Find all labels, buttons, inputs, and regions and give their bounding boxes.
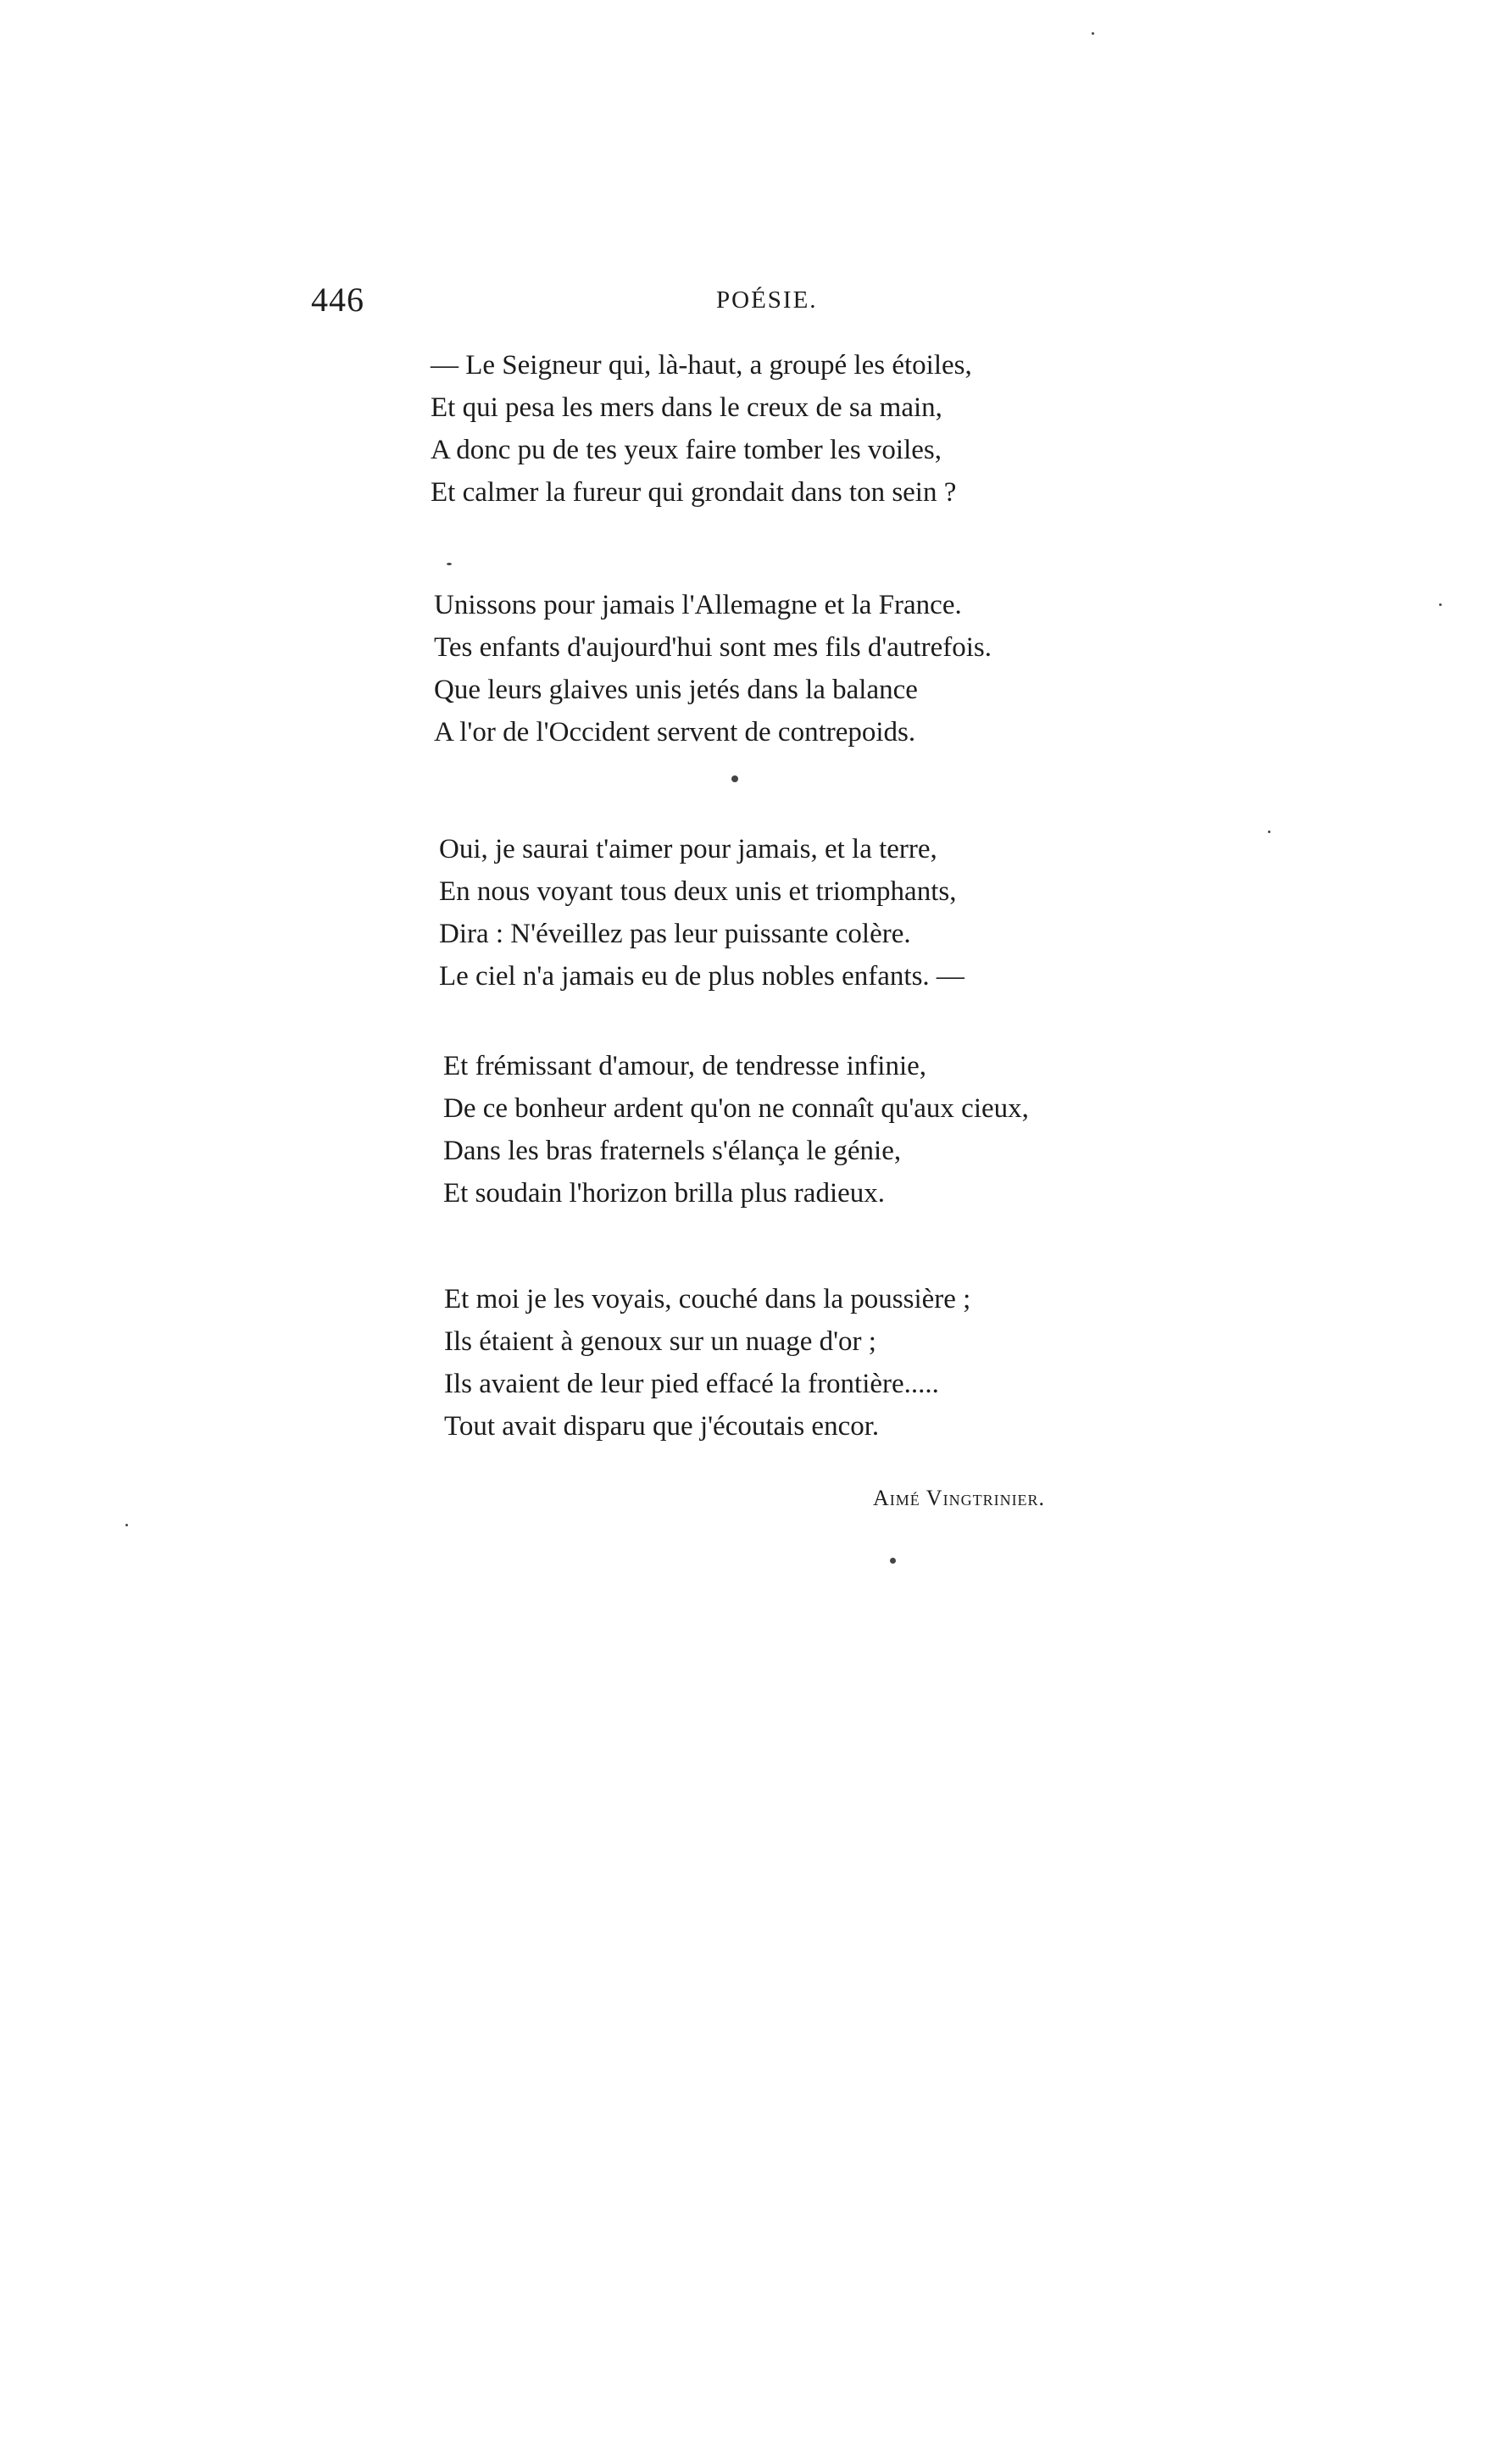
print-speck: [1439, 603, 1442, 606]
running-title: POÉSIE.: [716, 286, 818, 314]
poem-line: Dira : N'éveillez pas leur puissante colère.: [439, 919, 911, 949]
print-speck: [125, 1524, 128, 1526]
poem-stanza-4: [443, 1045, 1029, 1214]
poem-line: Ils étaient à genoux sur un nuage d'or ;: [444, 1326, 876, 1357]
poem-line: En nous voyant tous deux unis et triomphants,: [439, 876, 957, 907]
poem-stanza-5: [444, 1278, 970, 1448]
page-number: 446: [311, 281, 364, 319]
author-signature: Aimé Vingtrinier.: [873, 1486, 1046, 1510]
poem-line: Oui, je saurai t'aimer pour jamais, et la terre,: [439, 834, 937, 864]
poem-stanza-2: [434, 584, 992, 753]
print-speck: [890, 1558, 896, 1564]
poem-line: Unissons pour jamais l'Allemagne et la France.: [434, 590, 962, 620]
poem-line: Que leurs glaives unis jetés dans la balance: [434, 675, 918, 705]
poem-line: Et soudain l'horizon brilla plus radieux.: [443, 1178, 886, 1209]
poem-line: Tout avait disparu que j'écoutais encor.: [444, 1411, 880, 1442]
poem-line: Ils avaient de leur pied effacé la frontière.....: [444, 1369, 939, 1399]
poem-stanza-3: [439, 828, 964, 998]
print-speck: [1092, 32, 1094, 35]
poem-line: Et calmer la fureur qui grondait dans ton sein ?: [431, 477, 957, 508]
poem-line: A l'or de l'Occident servent de contrepoids.: [434, 717, 916, 747]
print-speck: [1268, 831, 1270, 833]
poem-line: — Le Seigneur qui, là-haut, a groupé les étoiles,: [431, 350, 972, 381]
poem-line: De ce bonheur ardent qu'on ne connaît qu'aux cieux,: [443, 1093, 1029, 1124]
poem-line: A donc pu de tes yeux faire tomber les voiles,: [431, 435, 942, 465]
poem-line: Et frémissant d'amour, de tendresse infinie,: [443, 1051, 927, 1081]
print-speck: [447, 563, 452, 565]
poem-line: Et moi je les voyais, couché dans la poussière ;: [444, 1284, 971, 1314]
poem-stanza-1: [431, 344, 972, 514]
print-speck: [731, 775, 738, 782]
poem-line: Tes enfants d'aujourd'hui sont mes fils d'autrefois.: [434, 632, 992, 663]
poem-line: Dans les bras fraternels s'élança le génie,: [443, 1136, 902, 1166]
poem-line: Et qui pesa les mers dans le creux de sa main,: [431, 392, 942, 423]
poem-line: Le ciel n'a jamais eu de plus nobles enfants. —: [439, 961, 964, 992]
